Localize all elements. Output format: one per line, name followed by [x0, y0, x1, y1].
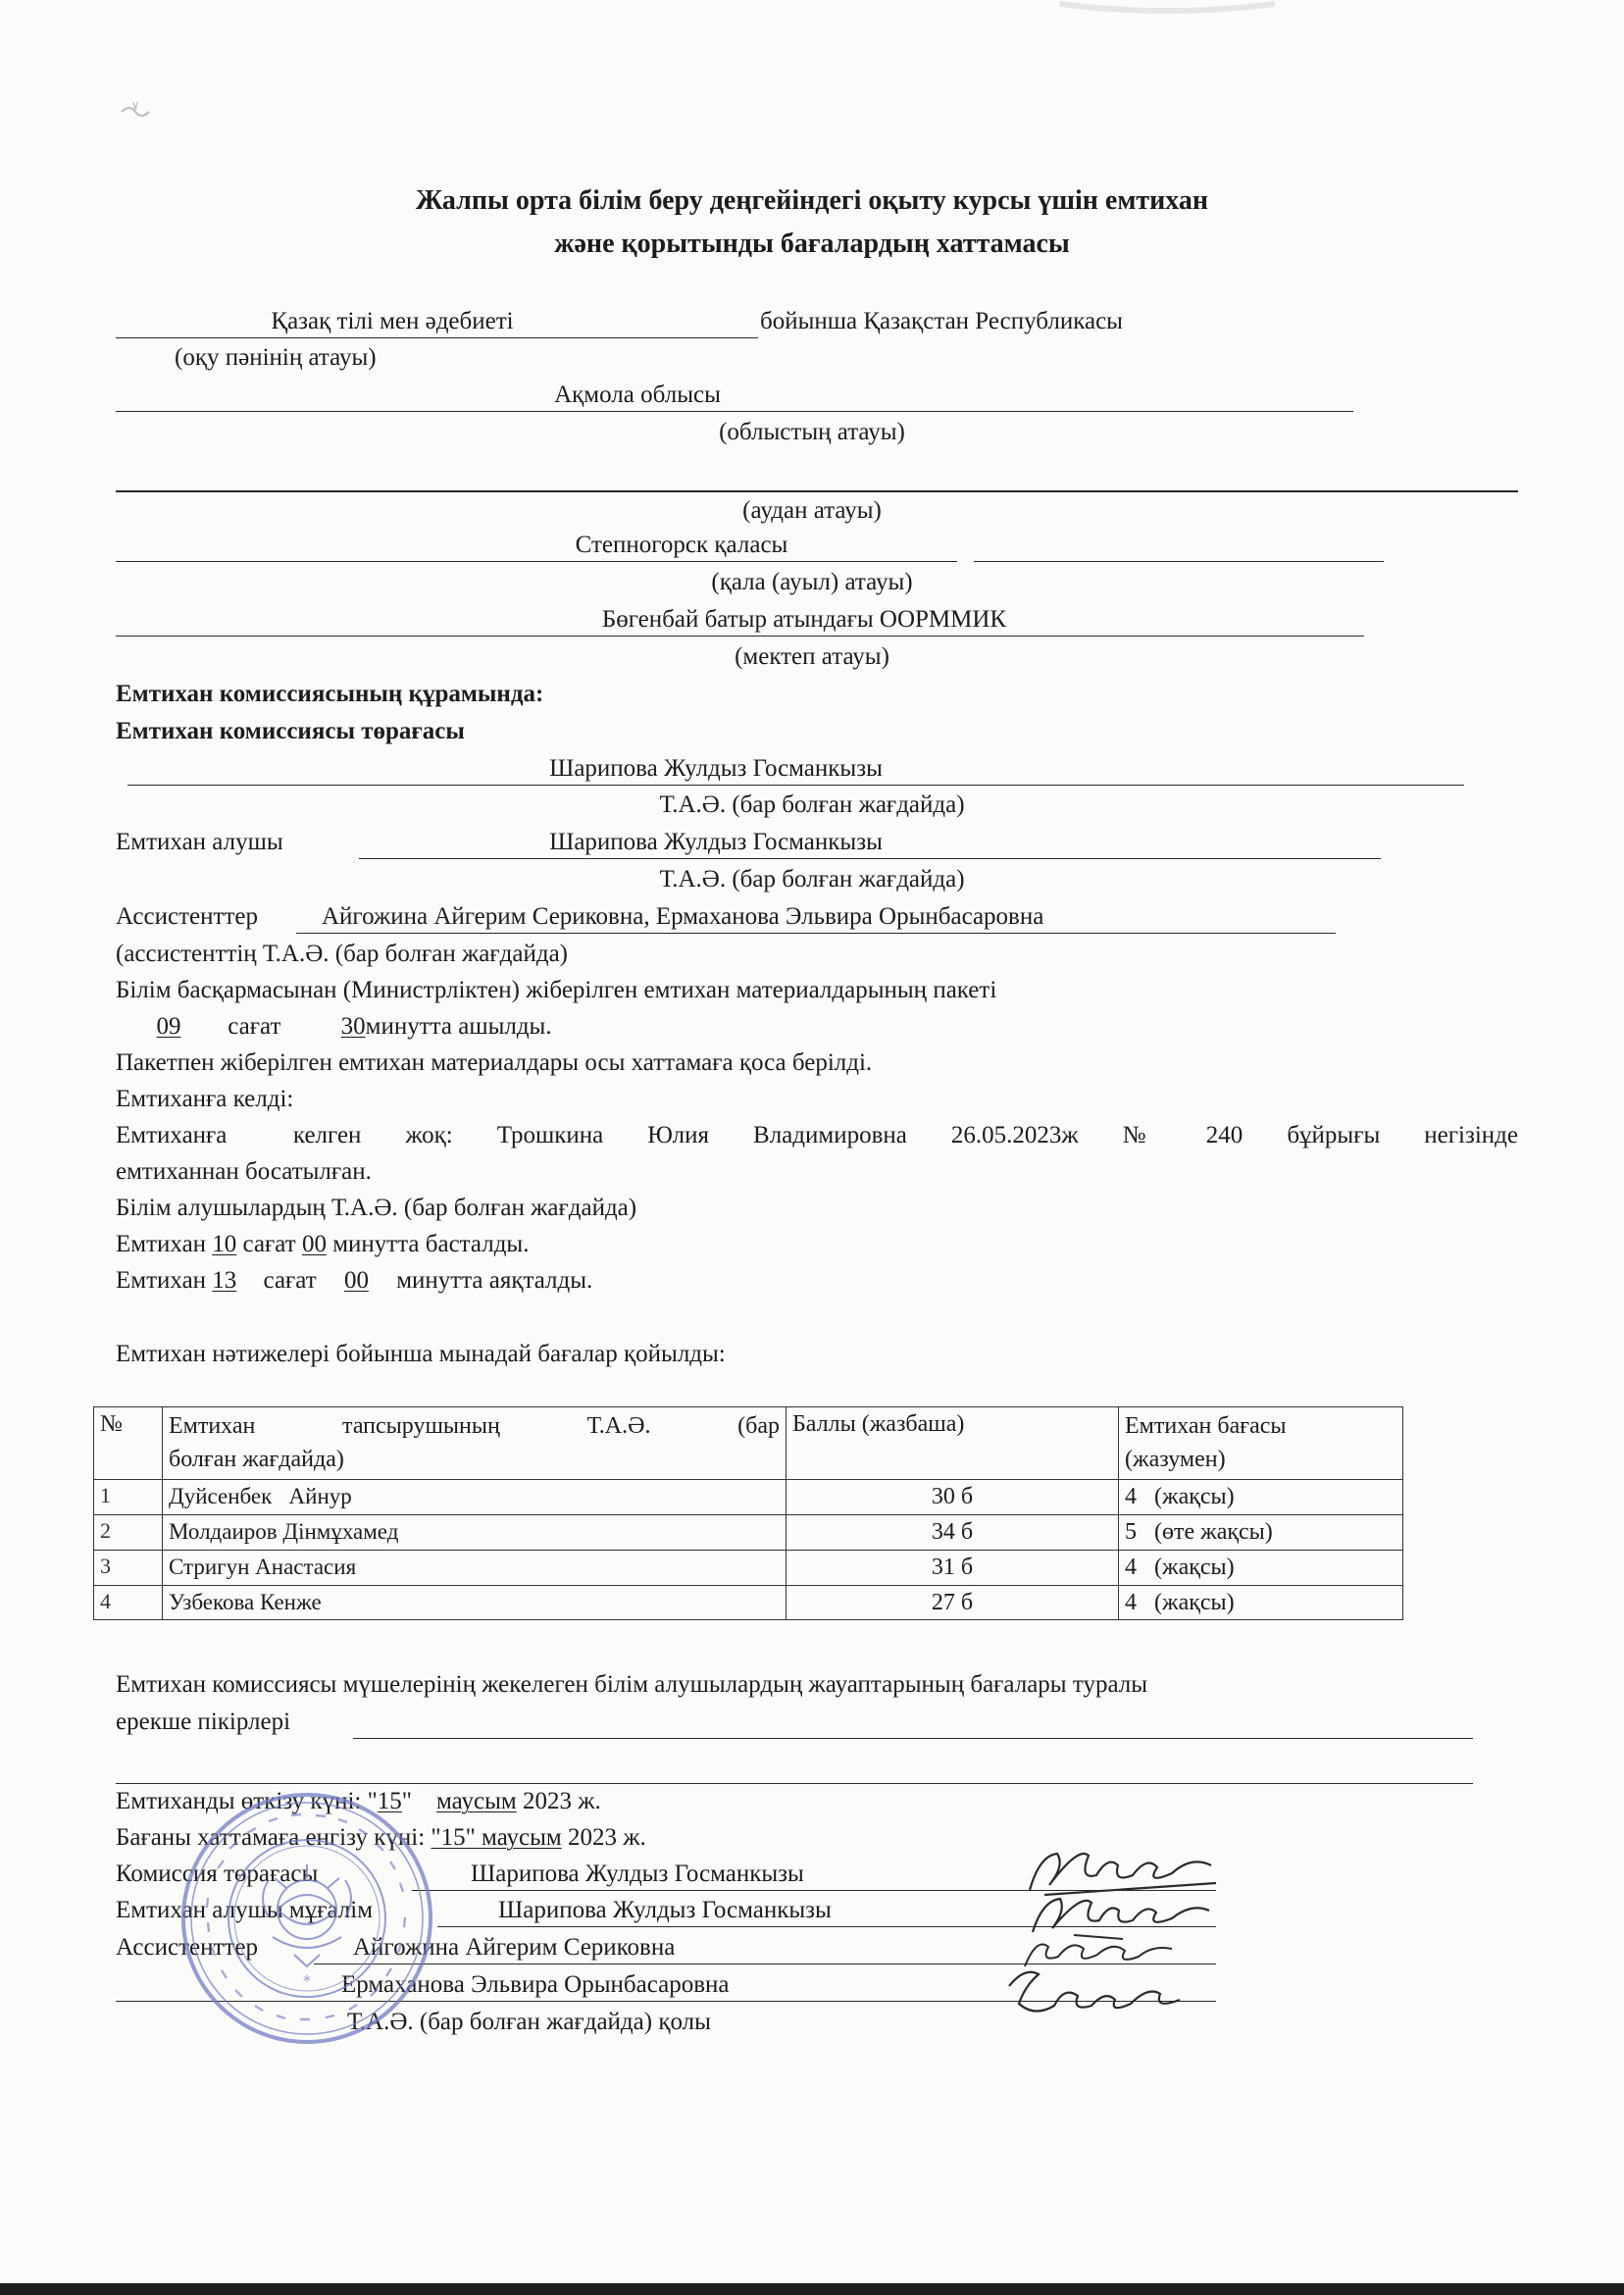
examiner-label: Емтихан алушы — [116, 829, 283, 855]
sign-assistant1-name: Айгожина Айгерим Сериковна — [353, 1934, 676, 1961]
commission-chair-label: Емтихан комиссиясы төрағасы — [116, 718, 465, 744]
entry-date-year: 2023 ж. — [568, 1824, 646, 1851]
exam-start-mid: сағат — [242, 1231, 296, 1257]
chair-underline — [127, 785, 1464, 786]
svg-text:*: * — [303, 1971, 311, 1990]
exam-date-day: 15 — [377, 1788, 402, 1814]
exam-date-year: 2023 ж. — [522, 1788, 601, 1814]
opinions-underline-1 — [353, 1738, 1473, 1739]
row-score: 34 б — [787, 1514, 1119, 1550]
row-score: 30 б — [787, 1480, 1119, 1515]
sign-caption: Т.А.Ә. (бар болған жағдайда) қолы — [347, 2009, 711, 2035]
table-row — [94, 1480, 1403, 1515]
assistants-caption: (ассистенттің Т.А.Ә. (бар болған жағдайда) — [116, 941, 568, 967]
attendance-absent-line-1: Емтиханға келген жоқ: Трошкина Юлия Владимировна 26.05.2023ж № 240 бұйрығы негізінде — [116, 1122, 1518, 1148]
school-caption: (мектеп атауы) — [735, 643, 889, 670]
city-underline-1 — [116, 561, 957, 562]
district-caption: (аудан атауы) — [742, 497, 882, 524]
header-grade-line-2: (жазумен) — [1125, 1446, 1226, 1472]
exam-start-minute: 00 — [301, 1231, 327, 1257]
package-attached: Пакетпен жіберілген емтихан материалдары осы хаттамаға қоса берілді. — [116, 1049, 873, 1076]
row-num: 2 — [94, 1514, 163, 1550]
examiner-fio-caption: Т.А.Ә. (бар болған жағдайда) — [659, 866, 965, 892]
city-underline-2 — [974, 561, 1384, 562]
school-name: Бөгенбай батыр атындағы ООРММИК — [601, 606, 1007, 633]
package-minute-suffix: минутта ашылды. — [365, 1013, 552, 1040]
school-underline — [116, 636, 1364, 637]
table-row — [94, 1550, 1403, 1585]
sign-teacher-name: Шарипова Жулдыз Госманкызы — [498, 1897, 832, 1923]
exam-end-line — [116, 1266, 592, 1296]
row-name: Узбекова Кенже — [163, 1585, 787, 1620]
package-line: Білім басқармасынан (Министрліктен) жіберілген емтихан материалдарының пакеті — [116, 977, 997, 1003]
row-grade: 5 (өте жақсы) — [1119, 1514, 1403, 1550]
row-num: 3 — [94, 1550, 163, 1585]
table-row — [94, 1514, 1403, 1550]
district-underline — [116, 490, 1518, 492]
subject-name: Қазақ тілі мен әдебиеті — [271, 308, 514, 334]
document-title-line-1: Жалпы орта білім беру деңгейіндегі оқыту курсы үшін емтихан — [415, 185, 1209, 216]
attendance-absent-line-2: емтиханнан босатылған. — [116, 1158, 372, 1185]
header-num: № — [94, 1407, 163, 1480]
opinions-underline-2 — [116, 1783, 1473, 1784]
chair-fio-caption: Т.А.Ә. (бар болған жағдайда) — [659, 791, 965, 818]
scan-smudge — [1059, 0, 1275, 20]
scan-corner-mark — [116, 98, 155, 128]
row-score: 27 б — [787, 1585, 1119, 1620]
row-name: Молдаиров Дінмұхамед — [163, 1514, 787, 1550]
header-name-line-1: Емтихан тапсырушының Т.А.Ә. (бар — [169, 1413, 780, 1439]
sign-chair-name: Шарипова Жулдыз Госманкызы — [471, 1861, 804, 1887]
sign-chair-label: Комиссия төрағасы — [116, 1861, 319, 1887]
subject-underline — [116, 337, 758, 338]
package-time-line — [116, 1012, 552, 1042]
exam-end-hour: 13 — [212, 1267, 237, 1294]
results-intro: Емтихан нәтижелері бойынша мынадай бағалар қойылды: — [116, 1341, 726, 1367]
table-row — [94, 1585, 1403, 1620]
assistants-label: Ассистенттер — [116, 903, 258, 930]
examiner-name: Шарипова Жулдыз Госманкызы — [549, 829, 883, 855]
exam-date-month: маусым — [436, 1788, 517, 1814]
exam-end-prefix: Емтихан — [116, 1267, 207, 1294]
exam-end-mid: сағат — [263, 1267, 317, 1294]
sign-assistants-label: Ассистенттер — [116, 1934, 258, 1961]
commission-heading: Емтихан комиссиясының құрамында: — [116, 681, 544, 707]
city-name: Степногорск қаласы — [575, 532, 788, 558]
subject-suffix: бойынша Қазақстан Республикасы — [760, 308, 1123, 334]
exam-start-line — [116, 1230, 529, 1259]
region-underline — [116, 411, 1353, 412]
row-name: Дуйсенбек Айнур — [163, 1480, 787, 1515]
exam-start-prefix: Емтихан — [116, 1231, 207, 1257]
results-header-row — [94, 1407, 1403, 1480]
assistants-underline — [296, 933, 1336, 934]
exam-date-prefix: Емтиханды өткізу күні: " — [116, 1788, 378, 1814]
row-num: 1 — [94, 1480, 163, 1515]
header-name — [163, 1407, 787, 1480]
exam-end-minute: 00 — [343, 1267, 369, 1294]
row-name: Стригун Анастасия — [163, 1550, 787, 1585]
sign-assistant2-name: Ермаханова Эльвира Орынбасаровна — [341, 1971, 730, 1998]
header-name-line-2: болған жағдайда) — [169, 1446, 344, 1472]
examiner-underline — [359, 858, 1381, 859]
row-grade: 4 (жақсы) — [1119, 1480, 1403, 1515]
attendance-came: Емтиханға келді: — [116, 1086, 294, 1112]
exam-end-suffix: минутта аяқталды. — [396, 1267, 593, 1294]
exam-start-suffix: минутта басталды. — [332, 1231, 530, 1257]
package-minute: 30 — [340, 1013, 366, 1040]
row-num: 4 — [94, 1585, 163, 1620]
entry-date-prefix: Бағаны хаттамаға енгізу күні: — [116, 1824, 426, 1851]
scan-edge-strip — [0, 2283, 1624, 2295]
sign-teacher-label: Емтихан алушы мұғалім — [116, 1897, 374, 1923]
city-caption: (қала (ауыл) атауы) — [711, 569, 913, 595]
package-hour-word: сағат — [228, 1013, 281, 1040]
subject-caption: (оқу пәнінің атауы) — [175, 344, 377, 371]
commission-chair-name: Шарипова Жулдыз Госманкызы — [549, 755, 883, 782]
header-score: Баллы (жазбаша) — [787, 1407, 1119, 1480]
opinions-line-2: ерекше пікірлері — [116, 1708, 291, 1735]
opinions-line-1: Емтихан комиссиясы мүшелерінің жекелеген білім алушылардың жауаптарының бағалары туралы — [116, 1671, 1148, 1698]
row-grade: 4 (жақсы) — [1119, 1585, 1403, 1620]
assistant2-signature — [995, 1957, 1192, 2025]
exam-start-hour: 10 — [212, 1231, 237, 1257]
header-grade-line-1: Емтихан бағасы — [1125, 1413, 1287, 1439]
entry-date-day-month: "15" маусым — [431, 1824, 562, 1851]
row-score: 31 б — [787, 1550, 1119, 1585]
results-table — [93, 1406, 1403, 1620]
row-grade: 4 (жақсы) — [1119, 1550, 1403, 1585]
region-name: Ақмола облысы — [554, 382, 721, 408]
region-caption: (облыстың атауы) — [719, 419, 905, 445]
package-hour: 09 — [156, 1013, 181, 1040]
exam-date-quote: " — [401, 1788, 413, 1814]
students-fio-label: Білім алушылардың Т.А.Ә. (бар болған жағдайда) — [116, 1195, 637, 1221]
assistants-names: Айгожина Айгерим Сериковна, Ермаханова Эльвира Орынбасаровна — [322, 903, 1044, 930]
document-title-line-2: және қорытынды бағалардың хаттамасы — [554, 229, 1070, 259]
official-stamp — [178, 1790, 435, 2047]
header-grade — [1119, 1407, 1403, 1480]
